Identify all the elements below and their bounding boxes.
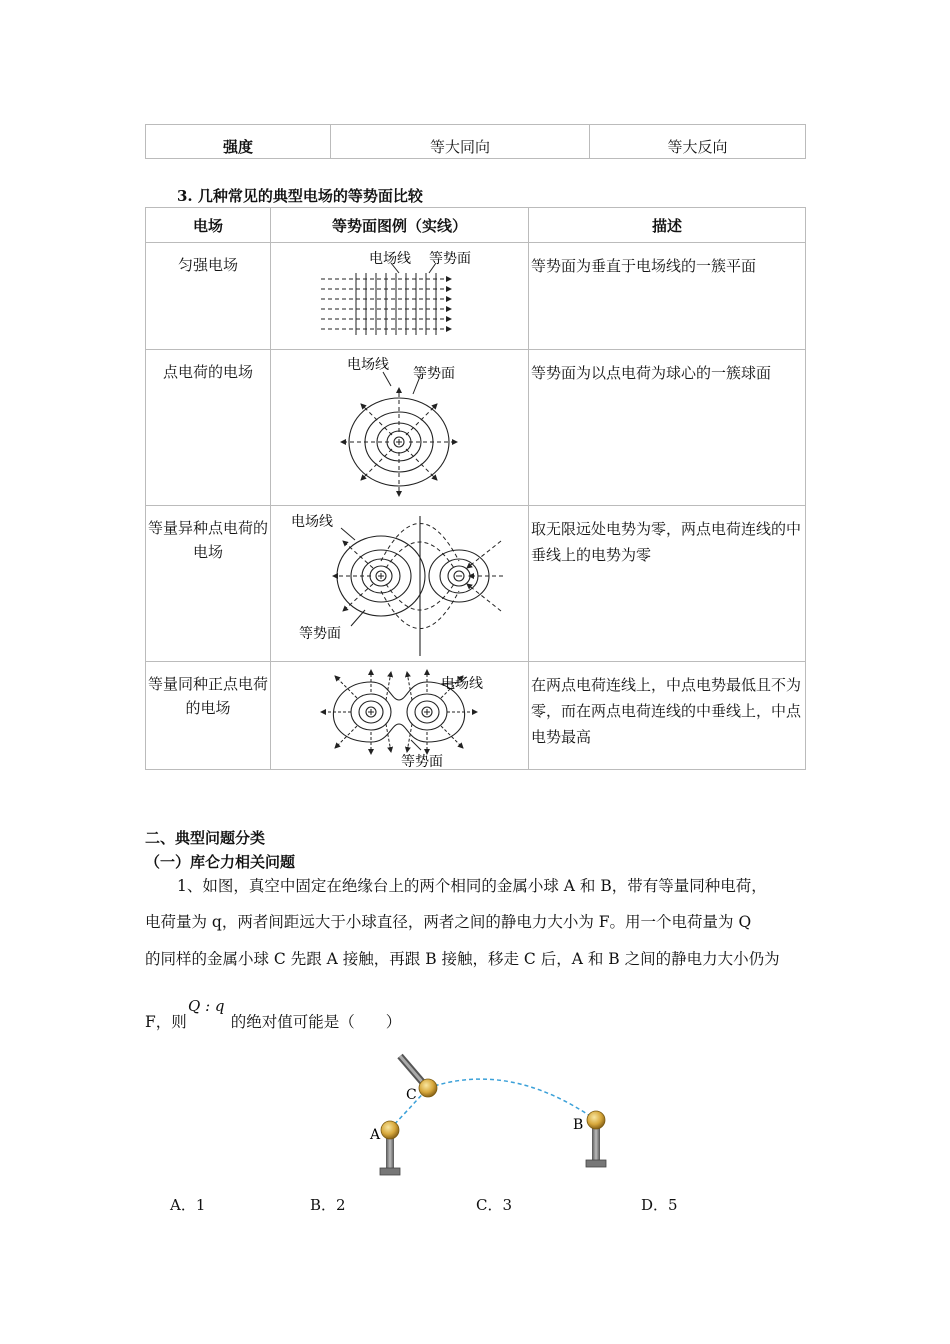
table-row [146,125,806,159]
question-text [145,1004,810,1041]
field-description: 等势面为垂直于电场线的一簇平面 [529,243,806,350]
diagram-label: 电场线 [291,514,333,530]
diagram-label: 电场线 [369,251,411,267]
option-c[interactable]: C．3 [476,1196,513,1214]
section-title: 3. 几种常见的典型电场的等势面比较 [177,187,423,205]
sphere-label: C [406,1087,417,1103]
question-text: 的同样的金属小球 C 先跟 A 接触，再跟 B 接触，移走 C 后，A 和 B 之间的静电力大小仍为 [145,950,780,968]
table-row [146,350,806,506]
question-text: 电荷量为 q，两者间距远大于小球直径，两者之间的静电力大小为 F。用一个电荷量为 Q [145,913,752,931]
column-header: 描述 [529,208,806,243]
diagram-cell [271,662,529,770]
part-title: 二、典型问题分类 [145,829,266,847]
field-description: 取无限远处电势为零，两点电荷连线的中垂线上的电势为零 [529,506,806,662]
option-a[interactable]: A．1 [170,1196,206,1214]
column-header: 等势面图例（实线） [271,208,529,243]
diagram-cell [271,243,529,350]
diagram-label: 电场线 [441,676,483,692]
table-row [146,662,806,770]
metal-spheres-figure [360,1050,620,1180]
field-name: 点电荷的电场 [146,350,271,506]
point-charge-diagram [271,350,528,506]
option-d[interactable]: D．5 [641,1196,678,1214]
table-header-row [146,208,806,243]
table-row [146,243,806,350]
field-name: 匀强电场 [146,243,271,350]
diagram-label: 等势面 [413,366,455,382]
column-header: 电场 [146,208,271,243]
diagram-label: 等势面 [299,626,341,642]
table-cell: 强度 [146,125,331,159]
option-b[interactable]: B．2 [310,1196,346,1214]
sphere-label: B [573,1117,584,1133]
diagram-label: 等势面 [401,754,443,770]
field-name: 等量同种正点电荷的电场 [146,662,271,770]
equipotential-table [145,207,806,770]
diagram-label: 电场线 [347,357,389,373]
field-name: 等量异种点电荷的电场 [146,506,271,662]
uniform-field-diagram [271,243,528,350]
sphere-label: A [370,1127,381,1143]
strength-table [145,124,806,159]
diagram-cell [271,506,529,662]
table-cell: 等大同向 [331,125,590,159]
subsection-title: （一）库仑力相关问题 [145,853,296,871]
field-description: 在两点电荷连线上，中点电势最低且不为零，而在两点电荷连线的中垂线上，中点电势最高 [529,662,806,770]
diagram-cell [271,350,529,506]
table-cell: 等大反向 [590,125,806,159]
ratio-formula: Q : q [188,997,225,1015]
question-text: 1、如图，真空中固定在绝缘台上的两个相同的金属小球 A 和 B，带有等量同种电荷， [177,877,767,895]
question-text-part: F，则 [145,1013,187,1031]
diagram-label: 等势面 [429,251,471,267]
like-charges-diagram [271,662,528,770]
question-text-part: 的绝对值可能是（ ） [230,1013,402,1031]
opposite-charges-diagram [271,506,528,662]
table-row [146,506,806,662]
field-description: 等势面为以点电荷为球心的一簇球面 [529,350,806,506]
